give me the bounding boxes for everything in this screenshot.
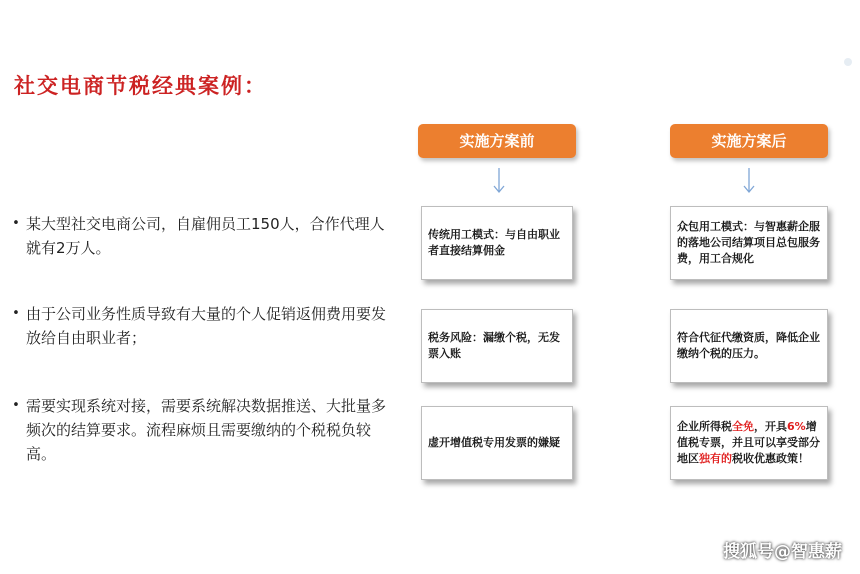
after-box-3 [670,406,828,480]
page-title: 社交电商节税经典案例： [14,74,267,98]
bullet-item-1 [6,212,396,260]
before-box-2: 税务风险：漏缴个税，无发票入账 [421,309,573,383]
bullet-dot: • [12,216,20,231]
before-box-3: 虚开增值税专用发票的嫌疑 [421,406,573,480]
before-box-1: 传统用工模式：与自由职业者直接结算佣金 [421,206,573,280]
after-box-3-text: 企业所得税全免，开具6%增值税专票，并且可以享受部分地区独有的税收优惠政策！ [677,420,820,465]
bullet-dot: • [12,306,20,321]
after-header: 实施方案后 [670,124,828,158]
highlight-text: 独有的 [699,452,732,465]
decorative-dot [844,58,852,66]
bullet-text: 需要实现系统对接，需要系统解决数据推送、大批量多频次的结算要求。流程麻烦且需要缴纳的个税税负较高。 [26,397,387,463]
after-box-1: 众包用工模式：与智惠薪企服的落地公司结算项目总包服务费，用工合规化 [670,206,828,280]
before-header: 实施方案前 [418,124,576,158]
watermark: 搜狐号@智惠薪 [723,542,842,562]
highlight-text: 6% [787,420,806,433]
bullet-text: 某大型社交电商公司，自雇佣员工150人，合作代理人就有2万人。 [26,215,385,257]
bullet-text: 由于公司业务性质导致有大量的个人促销返佣费用要发放给自由职业者； [26,305,387,347]
after-box-2: 符合代征代缴资质，降低企业缴纳个税的压力。 [670,309,828,383]
highlight-text: 全免 [732,420,754,433]
bullet-item-3 [6,394,396,466]
down-arrow-icon [742,168,756,194]
bullet-item-2 [6,302,396,350]
down-arrow-icon [492,168,506,194]
bullet-dot: • [12,398,20,413]
